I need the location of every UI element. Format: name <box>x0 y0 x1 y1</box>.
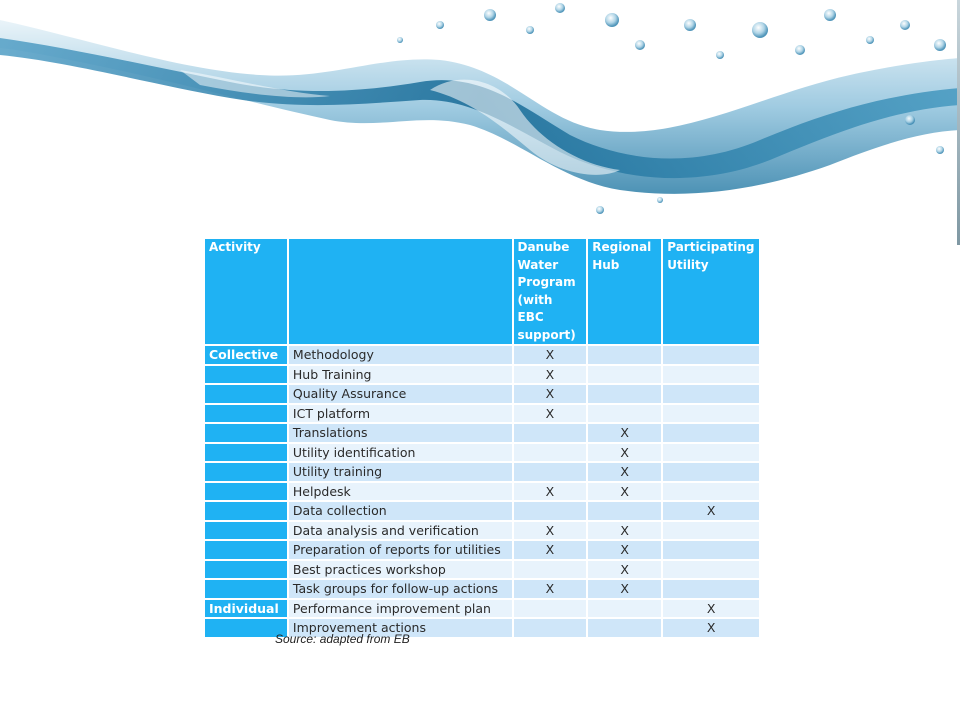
activity-cell: Data analysis and verification <box>289 522 512 540</box>
category-cell <box>205 561 287 579</box>
danube-water-program-cell <box>514 424 587 442</box>
regional-hub-cell <box>588 619 661 637</box>
danube-water-program-cell: X <box>514 580 587 598</box>
category-cell <box>205 580 287 598</box>
category-cell <box>205 405 287 423</box>
activity-cell: ICT platform <box>289 405 512 423</box>
category-cell <box>205 366 287 384</box>
participating-utility-cell <box>663 463 759 481</box>
regional-hub-cell: X <box>588 424 661 442</box>
regional-hub-cell: X <box>588 444 661 462</box>
table-row <box>205 502 759 520</box>
danube-water-program-cell <box>514 619 587 637</box>
category-cell <box>205 385 287 403</box>
danube-water-program-cell <box>514 502 587 520</box>
activity-cell: Translations <box>289 424 512 442</box>
activity-cell: Data collection <box>289 502 512 520</box>
regional-hub-cell <box>588 346 661 364</box>
participating-utility-cell <box>663 405 759 423</box>
regional-hub-cell: X <box>588 522 661 540</box>
regional-hub-cell <box>588 366 661 384</box>
participating-utility-cell <box>663 561 759 579</box>
danube-water-program-cell: X <box>514 385 587 403</box>
activity-cell: Utility identification <box>289 444 512 462</box>
table-row <box>205 522 759 540</box>
participating-utility-cell <box>663 424 759 442</box>
participating-utility-cell <box>663 366 759 384</box>
table-row <box>205 444 759 462</box>
danube-water-program-cell <box>514 463 587 481</box>
category-cell: Individual <box>205 600 287 618</box>
activity-cell: Best practices workshop <box>289 561 512 579</box>
participating-utility-cell: X <box>663 600 759 618</box>
activity-cell: Performance improvement plan <box>289 600 512 618</box>
category-cell <box>205 522 287 540</box>
activity-cell: Helpdesk <box>289 483 512 501</box>
participating-utility-cell <box>663 483 759 501</box>
regional-hub-cell: X <box>588 463 661 481</box>
regional-hub-cell <box>588 405 661 423</box>
danube-water-program-cell: X <box>514 483 587 501</box>
table-row <box>205 463 759 481</box>
header-danube-water-program: Danube Water Program (with EBC support) <box>514 239 587 344</box>
table-row <box>205 385 759 403</box>
table-row <box>205 424 759 442</box>
danube-water-program-cell: X <box>514 346 587 364</box>
table-header-row <box>205 239 759 344</box>
danube-water-program-cell: X <box>514 366 587 384</box>
category-cell: Collective <box>205 346 287 364</box>
activity-cell: Utility training <box>289 463 512 481</box>
regional-hub-cell <box>588 385 661 403</box>
regional-hub-cell: X <box>588 541 661 559</box>
table-row <box>205 580 759 598</box>
category-cell <box>205 444 287 462</box>
activity-cell: Preparation of reports for utilities <box>289 541 512 559</box>
activity-cell: Improvement actions <box>289 619 512 637</box>
regional-hub-cell <box>588 600 661 618</box>
table-row <box>205 600 759 618</box>
danube-water-program-cell: X <box>514 541 587 559</box>
regional-hub-cell: X <box>588 483 661 501</box>
table-row <box>205 483 759 501</box>
regional-hub-cell: X <box>588 580 661 598</box>
table-row <box>205 541 759 559</box>
category-cell <box>205 541 287 559</box>
table-row <box>205 346 759 364</box>
category-cell <box>205 424 287 442</box>
activity-responsibility-table <box>203 237 761 639</box>
participating-utility-cell: X <box>663 619 759 637</box>
activity-cell: Hub Training <box>289 366 512 384</box>
table-row <box>205 405 759 423</box>
activity-cell: Methodology <box>289 346 512 364</box>
participating-utility-cell: X <box>663 502 759 520</box>
category-cell <box>205 463 287 481</box>
header-activity-name <box>289 239 512 344</box>
participating-utility-cell <box>663 346 759 364</box>
activity-cell: Task groups for follow-up actions <box>289 580 512 598</box>
participating-utility-cell <box>663 385 759 403</box>
danube-water-program-cell <box>514 444 587 462</box>
header-regional-hub: Regional Hub <box>588 239 661 344</box>
danube-water-program-cell <box>514 561 587 579</box>
participating-utility-cell <box>663 444 759 462</box>
participating-utility-cell <box>663 522 759 540</box>
participating-utility-cell <box>663 580 759 598</box>
table-body <box>205 346 759 637</box>
header-activity: Activity <box>205 239 287 344</box>
regional-hub-cell: X <box>588 561 661 579</box>
water-splash-image <box>0 0 960 245</box>
category-cell <box>205 502 287 520</box>
category-cell <box>205 483 287 501</box>
source-note: Source: adapted from EB <box>275 632 410 646</box>
table-row <box>205 366 759 384</box>
danube-water-program-cell <box>514 600 587 618</box>
activity-cell: Quality Assurance <box>289 385 512 403</box>
danube-water-program-cell: X <box>514 405 587 423</box>
danube-water-program-cell: X <box>514 522 587 540</box>
participating-utility-cell <box>663 541 759 559</box>
table-row <box>205 561 759 579</box>
header-participating-utility: Participating Utility <box>663 239 759 344</box>
regional-hub-cell <box>588 502 661 520</box>
